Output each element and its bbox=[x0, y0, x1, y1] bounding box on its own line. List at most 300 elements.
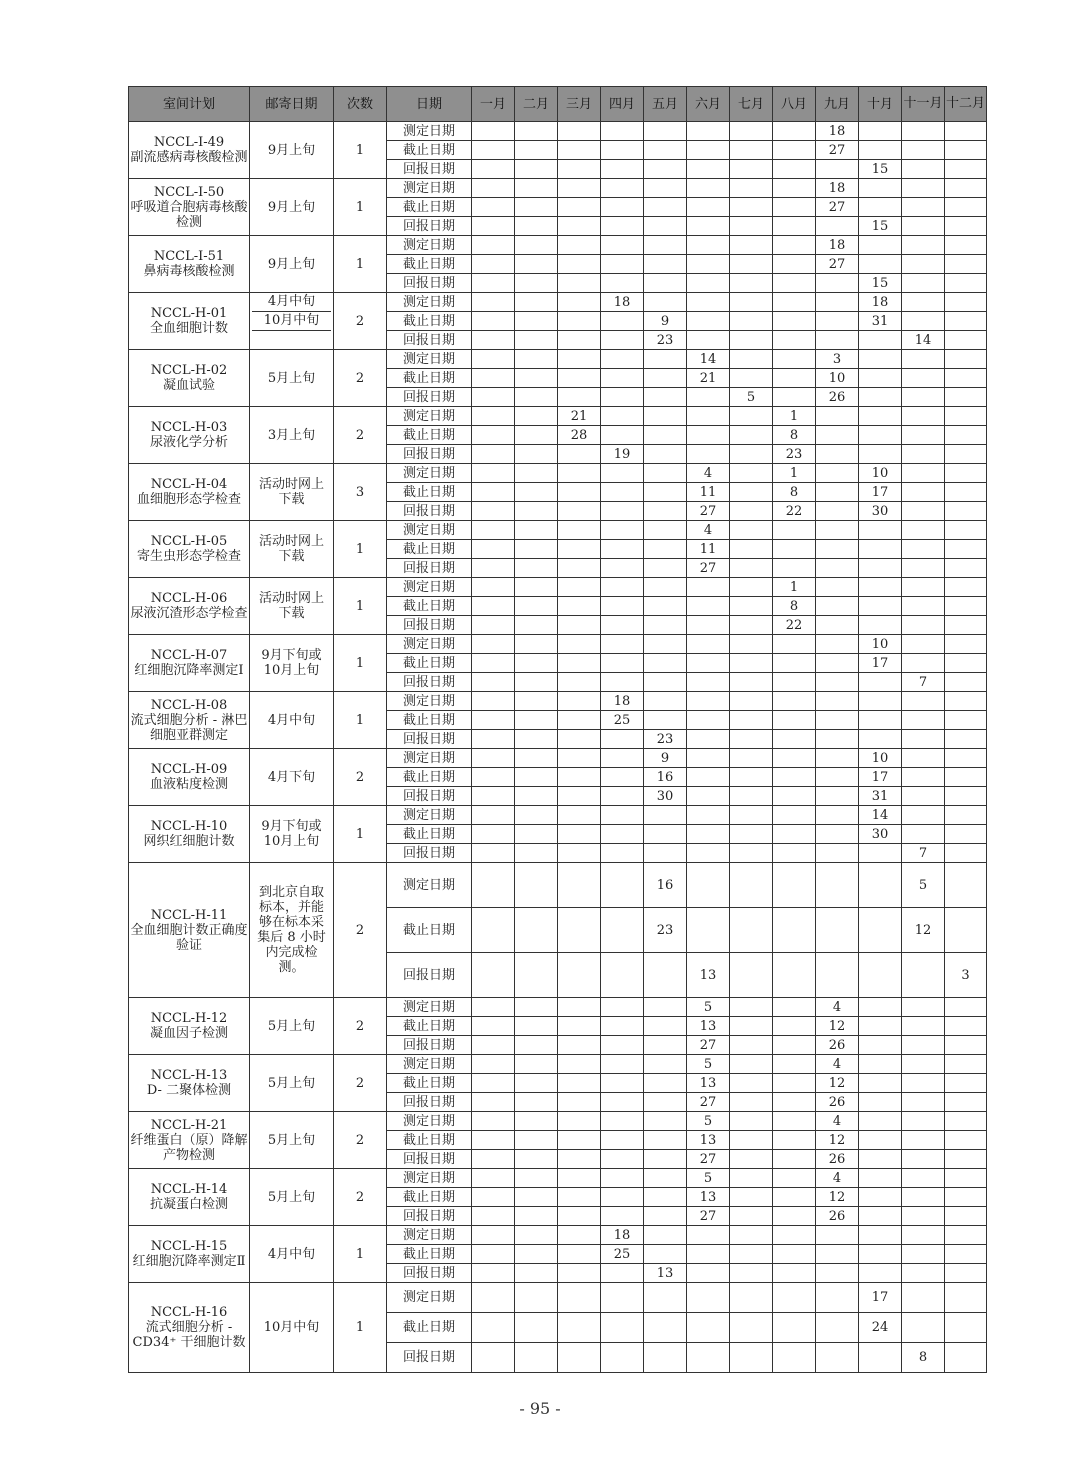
month-cell bbox=[945, 141, 987, 160]
month-cell bbox=[644, 407, 687, 426]
month-cell bbox=[859, 844, 902, 863]
month-cell bbox=[816, 407, 859, 426]
month-cell bbox=[902, 998, 945, 1017]
month-cell bbox=[687, 787, 730, 806]
month-cell bbox=[902, 953, 945, 998]
month-cell bbox=[515, 787, 558, 806]
header-cell: 一月 bbox=[472, 87, 515, 122]
month-cell: 4 bbox=[687, 521, 730, 540]
month-cell bbox=[945, 844, 987, 863]
month-cell bbox=[472, 1131, 515, 1150]
plan-code: NCCL-H-15 bbox=[150, 1239, 228, 1254]
date-type-cell: 截止日期 bbox=[387, 768, 472, 787]
plan-code: NCCL-H-16 bbox=[150, 1305, 228, 1320]
plan-cell bbox=[129, 863, 250, 998]
month-cell bbox=[945, 198, 987, 217]
month-cell bbox=[687, 806, 730, 825]
month-cell bbox=[730, 1112, 773, 1131]
month-cell bbox=[558, 179, 601, 198]
month-cell bbox=[644, 559, 687, 578]
month-cell: 8 bbox=[902, 1343, 945, 1373]
month-cell: 13 bbox=[687, 1074, 730, 1093]
month-cell bbox=[687, 293, 730, 312]
month-cell bbox=[945, 1074, 987, 1093]
month-cell bbox=[515, 369, 558, 388]
times-cell: 1 bbox=[334, 122, 387, 179]
month-cell bbox=[902, 1283, 945, 1313]
month-cell: 4 bbox=[816, 1112, 859, 1131]
table-row bbox=[129, 407, 987, 426]
month-cell bbox=[601, 312, 644, 331]
plan-code: NCCL-I-49 bbox=[153, 135, 225, 150]
month-cell: 25 bbox=[601, 1245, 644, 1264]
month-cell bbox=[730, 1207, 773, 1226]
month-cell bbox=[773, 331, 816, 350]
month-cell bbox=[601, 1150, 644, 1169]
month-cell bbox=[730, 1093, 773, 1112]
table-row bbox=[129, 578, 987, 597]
month-cell bbox=[601, 1188, 644, 1207]
table-row bbox=[129, 692, 987, 711]
month-cell bbox=[601, 388, 644, 407]
month-cell bbox=[558, 464, 601, 483]
month-cell bbox=[687, 597, 730, 616]
month-cell bbox=[773, 908, 816, 953]
month-cell bbox=[601, 426, 644, 445]
mail-date: 5月上旬 bbox=[267, 1189, 316, 1205]
month-cell: 8 bbox=[773, 426, 816, 445]
month-cell bbox=[515, 730, 558, 749]
month-cell bbox=[644, 426, 687, 445]
month-cell bbox=[730, 141, 773, 160]
month-cell bbox=[472, 1169, 515, 1188]
month-cell bbox=[730, 1226, 773, 1245]
month-cell bbox=[773, 369, 816, 388]
month-cell bbox=[902, 692, 945, 711]
month-cell bbox=[859, 1112, 902, 1131]
month-cell bbox=[859, 255, 902, 274]
plan-cell bbox=[129, 1055, 250, 1112]
mail-date: 到北京自取标本，并能够在标本采集后 8 小时内完成检测。 bbox=[257, 885, 326, 975]
month-cell bbox=[859, 616, 902, 635]
mail-date-cell bbox=[250, 1226, 334, 1283]
date-type-cell: 截止日期 bbox=[387, 825, 472, 844]
month-cell: 1 bbox=[773, 464, 816, 483]
month-cell: 27 bbox=[687, 1036, 730, 1055]
month-cell bbox=[859, 1074, 902, 1093]
month-cell: 8 bbox=[773, 483, 816, 502]
month-cell bbox=[730, 1283, 773, 1313]
month-cell bbox=[601, 141, 644, 160]
month-cell bbox=[515, 141, 558, 160]
month-cell bbox=[859, 1036, 902, 1055]
month-cell bbox=[730, 198, 773, 217]
month-cell bbox=[472, 1150, 515, 1169]
month-cell bbox=[515, 1226, 558, 1245]
month-cell bbox=[558, 540, 601, 559]
date-type-cell: 测定日期 bbox=[387, 998, 472, 1017]
month-cell bbox=[816, 483, 859, 502]
month-cell bbox=[472, 559, 515, 578]
month-cell bbox=[515, 1150, 558, 1169]
month-cell bbox=[773, 141, 816, 160]
month-cell bbox=[558, 998, 601, 1017]
month-cell bbox=[558, 1313, 601, 1343]
date-type-cell: 回报日期 bbox=[387, 445, 472, 464]
date-type-cell: 测定日期 bbox=[387, 749, 472, 768]
date-type-cell: 截止日期 bbox=[387, 483, 472, 502]
month-cell bbox=[644, 711, 687, 730]
plan-code: NCCL-H-05 bbox=[150, 534, 228, 549]
month-cell bbox=[773, 1169, 816, 1188]
plan-code: NCCL-H-13 bbox=[150, 1068, 228, 1083]
plan-name: 红细胞沉降率测定Ⅱ bbox=[132, 1254, 246, 1269]
mail-date-cell bbox=[250, 179, 334, 236]
month-cell: 21 bbox=[687, 369, 730, 388]
month-cell bbox=[515, 502, 558, 521]
month-cell bbox=[945, 1264, 987, 1283]
mail-date-cell bbox=[250, 122, 334, 179]
month-cell: 17 bbox=[859, 768, 902, 787]
month-cell bbox=[515, 426, 558, 445]
month-cell bbox=[472, 1036, 515, 1055]
month-cell bbox=[730, 350, 773, 369]
month-cell: 7 bbox=[902, 673, 945, 692]
month-cell bbox=[945, 749, 987, 768]
header-cell: 三月 bbox=[558, 87, 601, 122]
month-cell: 3 bbox=[816, 350, 859, 369]
month-cell bbox=[601, 1313, 644, 1343]
month-cell bbox=[902, 1112, 945, 1131]
month-cell bbox=[859, 597, 902, 616]
plan-code: NCCL-H-10 bbox=[150, 819, 228, 834]
month-cell bbox=[515, 806, 558, 825]
month-cell bbox=[472, 844, 515, 863]
month-cell bbox=[558, 1150, 601, 1169]
month-cell bbox=[687, 274, 730, 293]
month-cell: 17 bbox=[859, 483, 902, 502]
month-cell: 15 bbox=[859, 160, 902, 179]
month-cell bbox=[687, 635, 730, 654]
month-cell bbox=[644, 350, 687, 369]
date-type-cell: 回报日期 bbox=[387, 160, 472, 179]
month-cell bbox=[773, 768, 816, 787]
month-cell bbox=[558, 1264, 601, 1283]
month-cell bbox=[859, 953, 902, 998]
month-cell bbox=[730, 502, 773, 521]
month-cell bbox=[902, 1188, 945, 1207]
month-cell bbox=[859, 521, 902, 540]
month-cell bbox=[945, 1169, 987, 1188]
month-cell bbox=[945, 1313, 987, 1343]
month-cell bbox=[816, 692, 859, 711]
mail-date-part: 10月中旬 bbox=[252, 312, 331, 331]
month-cell bbox=[773, 998, 816, 1017]
table-row bbox=[129, 464, 987, 483]
month-cell bbox=[472, 998, 515, 1017]
month-cell bbox=[558, 521, 601, 540]
month-cell bbox=[945, 597, 987, 616]
month-cell bbox=[472, 863, 515, 908]
month-cell bbox=[773, 293, 816, 312]
month-cell: 9 bbox=[644, 312, 687, 331]
date-type-cell: 回报日期 bbox=[387, 730, 472, 749]
month-cell: 12 bbox=[902, 908, 945, 953]
month-cell bbox=[687, 1343, 730, 1373]
month-cell bbox=[601, 1264, 644, 1283]
month-cell bbox=[945, 426, 987, 445]
month-cell bbox=[687, 407, 730, 426]
month-cell bbox=[601, 540, 644, 559]
date-type-cell: 测定日期 bbox=[387, 122, 472, 141]
mail-date-cell bbox=[250, 293, 334, 350]
month-cell bbox=[816, 521, 859, 540]
month-cell bbox=[816, 844, 859, 863]
month-cell bbox=[644, 1131, 687, 1150]
date-type-cell: 回报日期 bbox=[387, 1150, 472, 1169]
month-cell bbox=[945, 559, 987, 578]
month-cell bbox=[601, 1207, 644, 1226]
month-cell: 13 bbox=[687, 953, 730, 998]
month-cell bbox=[902, 787, 945, 806]
month-cell bbox=[515, 1313, 558, 1343]
month-cell bbox=[902, 616, 945, 635]
month-cell bbox=[472, 635, 515, 654]
month-cell bbox=[644, 274, 687, 293]
month-cell bbox=[816, 160, 859, 179]
date-type-cell: 测定日期 bbox=[387, 1112, 472, 1131]
month-cell: 27 bbox=[687, 1150, 730, 1169]
month-cell bbox=[472, 540, 515, 559]
month-cell bbox=[601, 331, 644, 350]
month-cell bbox=[687, 908, 730, 953]
month-cell: 17 bbox=[859, 1283, 902, 1313]
month-cell: 21 bbox=[558, 407, 601, 426]
month-cell bbox=[644, 1226, 687, 1245]
month-cell bbox=[816, 711, 859, 730]
month-cell bbox=[687, 1226, 730, 1245]
mail-date-cell bbox=[250, 635, 334, 692]
table-row bbox=[129, 749, 987, 768]
month-cell bbox=[773, 122, 816, 141]
month-cell bbox=[515, 1207, 558, 1226]
month-cell bbox=[730, 179, 773, 198]
month-cell bbox=[601, 998, 644, 1017]
month-cell bbox=[902, 426, 945, 445]
date-type-cell: 截止日期 bbox=[387, 597, 472, 616]
mail-date-cell bbox=[250, 692, 334, 749]
month-cell: 27 bbox=[687, 502, 730, 521]
month-cell bbox=[644, 692, 687, 711]
month-cell bbox=[902, 217, 945, 236]
month-cell bbox=[730, 1036, 773, 1055]
month-cell bbox=[730, 1264, 773, 1283]
month-cell bbox=[902, 369, 945, 388]
month-cell: 13 bbox=[687, 1017, 730, 1036]
plan-cell bbox=[129, 578, 250, 635]
month-cell bbox=[859, 445, 902, 464]
month-cell bbox=[472, 1017, 515, 1036]
month-cell bbox=[902, 749, 945, 768]
times-cell: 3 bbox=[334, 464, 387, 521]
month-cell bbox=[730, 293, 773, 312]
month-cell bbox=[902, 540, 945, 559]
schedule-body bbox=[129, 122, 987, 1373]
month-cell bbox=[945, 863, 987, 908]
plan-code: NCCL-I-50 bbox=[153, 184, 225, 200]
month-cell bbox=[816, 1264, 859, 1283]
month-cell bbox=[687, 426, 730, 445]
month-cell: 30 bbox=[859, 825, 902, 844]
month-cell bbox=[687, 730, 730, 749]
month-cell bbox=[816, 1313, 859, 1343]
plan-code: NCCL-H-06 bbox=[150, 591, 228, 606]
mail-date-cell bbox=[250, 1169, 334, 1226]
month-cell bbox=[515, 825, 558, 844]
month-cell bbox=[902, 635, 945, 654]
month-cell bbox=[644, 1313, 687, 1343]
month-cell bbox=[945, 768, 987, 787]
month-cell bbox=[859, 141, 902, 160]
plan-name: 流式细胞分析 -CD34⁺ 干细胞计数 bbox=[132, 1320, 246, 1350]
month-cell bbox=[730, 217, 773, 236]
month-cell bbox=[945, 998, 987, 1017]
month-cell: 26 bbox=[816, 1150, 859, 1169]
month-cell bbox=[859, 388, 902, 407]
month-cell bbox=[859, 350, 902, 369]
month-cell bbox=[773, 198, 816, 217]
month-cell bbox=[601, 502, 644, 521]
month-cell bbox=[558, 953, 601, 998]
month-cell bbox=[558, 1169, 601, 1188]
month-cell bbox=[945, 1343, 987, 1373]
month-cell: 14 bbox=[902, 331, 945, 350]
month-cell bbox=[945, 407, 987, 426]
month-cell bbox=[515, 711, 558, 730]
month-cell bbox=[644, 1074, 687, 1093]
month-cell bbox=[644, 521, 687, 540]
month-cell bbox=[730, 274, 773, 293]
times-cell: 1 bbox=[334, 1226, 387, 1283]
month-cell bbox=[601, 1036, 644, 1055]
month-cell: 4 bbox=[816, 998, 859, 1017]
month-cell bbox=[644, 1055, 687, 1074]
plan-name: 尿液化学分析 bbox=[149, 435, 228, 450]
month-cell: 31 bbox=[859, 312, 902, 331]
month-cell bbox=[644, 1036, 687, 1055]
month-cell: 26 bbox=[816, 1036, 859, 1055]
month-cell bbox=[859, 198, 902, 217]
month-cell bbox=[773, 1245, 816, 1264]
month-cell bbox=[773, 1131, 816, 1150]
month-cell bbox=[730, 654, 773, 673]
month-cell: 10 bbox=[859, 749, 902, 768]
date-type-cell: 回报日期 bbox=[387, 1036, 472, 1055]
month-cell bbox=[730, 908, 773, 953]
month-cell bbox=[472, 806, 515, 825]
month-cell bbox=[515, 540, 558, 559]
date-type-cell: 测定日期 bbox=[387, 293, 472, 312]
month-cell bbox=[945, 578, 987, 597]
month-cell bbox=[644, 293, 687, 312]
plan-name: 副流感病毒核酸检测 bbox=[130, 150, 248, 165]
month-cell bbox=[945, 787, 987, 806]
month-cell bbox=[515, 388, 558, 407]
month-cell bbox=[730, 1074, 773, 1093]
table-row bbox=[129, 635, 987, 654]
month-cell bbox=[515, 160, 558, 179]
month-cell bbox=[515, 635, 558, 654]
month-cell: 4 bbox=[687, 464, 730, 483]
month-cell: 5 bbox=[730, 388, 773, 407]
month-cell: 24 bbox=[859, 1313, 902, 1343]
month-cell bbox=[515, 122, 558, 141]
month-cell: 3 bbox=[945, 953, 987, 998]
month-cell bbox=[730, 787, 773, 806]
mail-date-cell bbox=[250, 464, 334, 521]
month-cell bbox=[859, 1169, 902, 1188]
month-cell bbox=[859, 179, 902, 198]
month-cell bbox=[687, 749, 730, 768]
month-cell: 14 bbox=[859, 806, 902, 825]
month-cell bbox=[773, 749, 816, 768]
month-cell: 18 bbox=[816, 122, 859, 141]
month-cell bbox=[859, 578, 902, 597]
month-cell bbox=[515, 1036, 558, 1055]
month-cell bbox=[902, 1313, 945, 1343]
month-cell: 23 bbox=[644, 331, 687, 350]
date-type-cell: 测定日期 bbox=[387, 692, 472, 711]
header-cell: 十月 bbox=[859, 87, 902, 122]
month-cell bbox=[472, 673, 515, 692]
plan-code: NCCL-H-03 bbox=[150, 420, 228, 435]
month-cell bbox=[644, 1283, 687, 1313]
month-cell bbox=[472, 122, 515, 141]
plan-code: NCCL-I-51 bbox=[153, 249, 225, 264]
month-cell bbox=[687, 768, 730, 787]
table-row bbox=[129, 806, 987, 825]
month-cell bbox=[515, 274, 558, 293]
month-cell bbox=[472, 407, 515, 426]
month-cell bbox=[902, 445, 945, 464]
month-cell bbox=[816, 540, 859, 559]
month-cell bbox=[515, 749, 558, 768]
month-cell bbox=[644, 160, 687, 179]
month-cell bbox=[773, 217, 816, 236]
month-cell bbox=[945, 1055, 987, 1074]
month-cell: 26 bbox=[816, 1207, 859, 1226]
mail-date-cell bbox=[250, 998, 334, 1055]
month-cell: 27 bbox=[687, 1093, 730, 1112]
month-cell bbox=[816, 908, 859, 953]
month-cell bbox=[558, 1074, 601, 1093]
month-cell bbox=[601, 730, 644, 749]
month-cell bbox=[601, 673, 644, 692]
month-cell bbox=[644, 388, 687, 407]
month-cell bbox=[644, 1150, 687, 1169]
month-cell bbox=[773, 1207, 816, 1226]
month-cell bbox=[730, 331, 773, 350]
month-cell bbox=[945, 540, 987, 559]
month-cell bbox=[558, 312, 601, 331]
month-cell bbox=[644, 1188, 687, 1207]
month-cell bbox=[601, 635, 644, 654]
month-cell: 8 bbox=[773, 597, 816, 616]
month-cell bbox=[730, 407, 773, 426]
month-cell bbox=[601, 768, 644, 787]
month-cell bbox=[515, 863, 558, 908]
mail-date: 10月中旬 bbox=[263, 1320, 320, 1335]
